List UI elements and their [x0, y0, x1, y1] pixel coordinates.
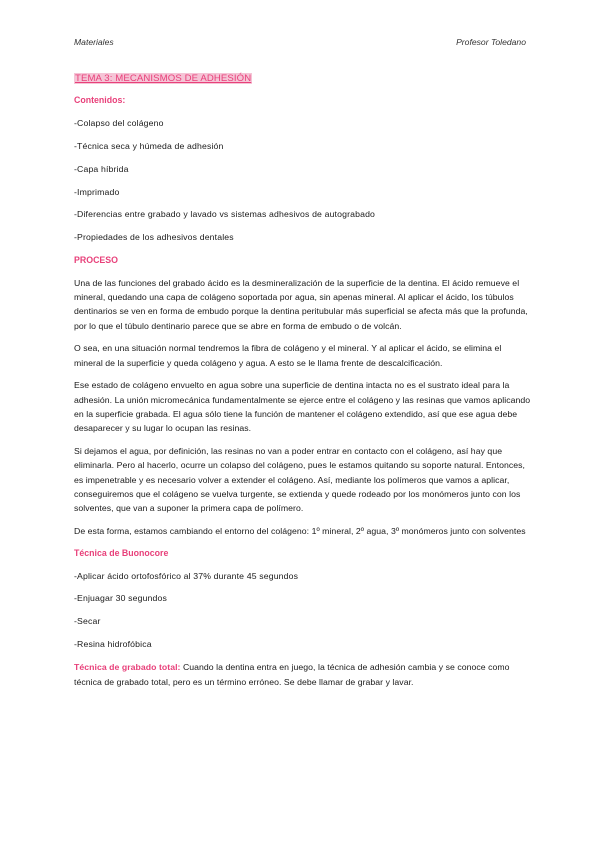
document-title-text: TEMA 3: MECANISMOS DE ADHESIÓN	[75, 73, 252, 84]
buonocore-step: -Secar	[74, 616, 101, 627]
header-professor: Profesor Toledano	[456, 37, 526, 47]
grabado-total-label: Técnica de grabado total:	[74, 662, 181, 673]
contenidos-item: -Imprimado	[74, 186, 120, 197]
proceso-paragraph: De esta forma, estamos cambiando el entorno del colágeno: 1º mineral, 2º agua, 3º monómeros junto con solventes	[74, 525, 526, 536]
contenidos-item: -Propiedades de los adhesivos dentales	[74, 232, 234, 243]
buonocore-step: -Resina hidrofóbica	[74, 639, 152, 650]
document-body	[74, 72, 532, 697]
proceso-paragraph: Ese estado de colágeno envuelto en agua sobre una superficie de dentina intacta no es el sustrato ideal para la adhesión. La unión micromecánica fundamentalmente se ejerce entre el colágeno y las resinas que vamos aplicando en la superficie grabada. El agua sólo tiene la función de mantener el colágeno extendido, así que ese agua debe desaparecer y su lugar lo ocupan las resinas.	[74, 380, 531, 434]
buonocore-heading: Técnica de Buonocore	[74, 548, 169, 559]
proceso-paragraph: O sea, en una situación normal tendremos la fibra de colágeno y el mineral. Y al aplicar el ácido, se elimina el mineral de la superficie y queda colágeno y agua. A esto se le llama frente de descalcificación.	[74, 343, 502, 368]
header-subject: Materiales	[74, 37, 114, 47]
buonocore-step: -Aplicar ácido ortofosfórico al 37% durante 45 segundos	[74, 570, 299, 581]
contenidos-item: -Técnica seca y húmeda de adhesión	[74, 140, 224, 151]
contenidos-item: -Diferencias entre grabado y lavado vs sistemas adhesivos de autograbado	[74, 209, 376, 220]
contenidos-item: -Colapso del colágeno	[74, 117, 164, 128]
grabado-total-paragraph	[74, 660, 532, 689]
contenidos-heading: Contenidos:	[74, 95, 126, 106]
contenidos-item: -Capa híbrida	[74, 163, 129, 174]
grabado-total-text: Cuando la dentina entra en juego, la técnica de adhesión cambia y se conoce como técnica de grabado total, pero es un término erróneo. Se debe llamar de grabar y lavar.	[74, 662, 510, 687]
proceso-paragraph: Si dejamos el agua, por definición, las resinas no van a poder entrar en contacto con el colágeno, así hay que eliminarla. Pero al hacerlo, ocurre un colapso del colágeno, pues le estamos quitando su soporte natural. Entonces, es impenetrable y es necesario volver a extender el colágeno. Así, mediante los polímeros que vamos a aplicar, conseguiremos que el colágeno se vuelva turgente, se extienda y quede rodeado por los monómeros junto con los solventes, que van a suponer la primera capa de polímero.	[74, 445, 526, 514]
buonocore-step: -Enjuagar 30 segundos	[74, 593, 167, 604]
proceso-paragraph: Una de las funciones del grabado ácido es la desmineralización de la superficie de la dentina. El ácido remueve el mineral, quedando una capa de colágeno soportada por agua, sin apenas mineral. Al aplicar el ácido, los túbulos dentinarios se ven en forma de embudo porque la dentina peritubular más superficial se afecta más que la profunda, por lo que el túbulo dentinario parece que se abre en forma de embudo o de volcán.	[74, 277, 528, 331]
document-title	[74, 72, 532, 86]
proceso-heading: PROCESO	[74, 255, 118, 266]
